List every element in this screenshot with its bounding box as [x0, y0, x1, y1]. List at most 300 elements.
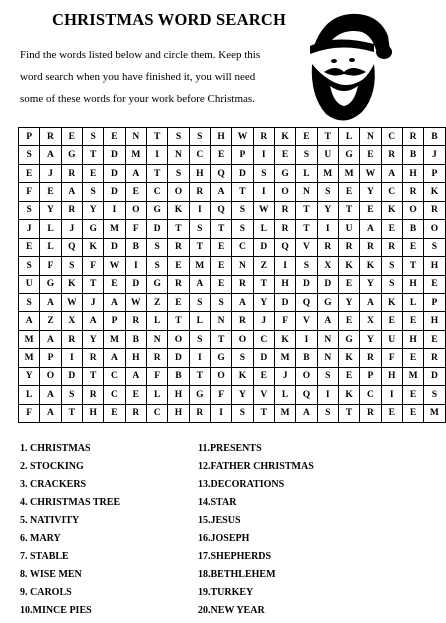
grid-cell[interactable]: L — [189, 312, 210, 330]
grid-cell[interactable]: K — [338, 349, 359, 367]
grid-cell[interactable]: L — [274, 386, 295, 404]
grid-cell[interactable]: P — [40, 349, 61, 367]
grid-cell[interactable]: F — [210, 386, 231, 404]
grid-cell[interactable]: T — [82, 275, 103, 293]
grid-cell[interactable]: B — [125, 330, 146, 348]
grid-cell[interactable]: F — [125, 220, 146, 238]
grid-cell[interactable]: G — [338, 146, 359, 164]
grid-cell[interactable]: Q — [210, 201, 231, 219]
grid-cell[interactable]: R — [40, 128, 61, 146]
grid-cell[interactable]: S — [317, 367, 338, 385]
grid-cell[interactable]: K — [274, 330, 295, 348]
grid-cell[interactable]: A — [19, 312, 40, 330]
grid-cell[interactable]: C — [146, 183, 167, 201]
grid-cell[interactable]: A — [104, 349, 125, 367]
grid-cell[interactable]: E — [424, 330, 445, 348]
grid-cell[interactable]: E — [381, 312, 402, 330]
grid-cell[interactable]: E — [168, 293, 189, 311]
grid-cell[interactable]: R — [168, 238, 189, 256]
grid-cell[interactable]: D — [125, 275, 146, 293]
grid-cell[interactable]: Y — [338, 293, 359, 311]
grid-cell[interactable]: S — [168, 164, 189, 182]
grid-cell[interactable]: Z — [40, 312, 61, 330]
grid-cell[interactable]: Q — [210, 164, 231, 182]
grid-cell[interactable]: J — [253, 312, 274, 330]
grid-cell[interactable]: D — [253, 349, 274, 367]
grid-cell[interactable]: M — [104, 330, 125, 348]
grid-cell[interactable]: T — [317, 128, 338, 146]
grid-cell[interactable]: P — [424, 293, 445, 311]
grid-cell[interactable]: P — [424, 164, 445, 182]
grid-cell[interactable]: S — [381, 275, 402, 293]
grid-cell[interactable]: B — [402, 220, 423, 238]
grid-cell[interactable]: T — [210, 330, 231, 348]
grid-cell[interactable]: H — [402, 275, 423, 293]
grid-cell[interactable]: W — [360, 164, 381, 182]
grid-cell[interactable]: K — [274, 128, 295, 146]
grid-cell[interactable]: O — [402, 201, 423, 219]
grid-cell[interactable]: O — [274, 183, 295, 201]
grid-cell[interactable]: E — [424, 275, 445, 293]
grid-cell[interactable]: H — [189, 164, 210, 182]
grid-cell[interactable]: C — [104, 386, 125, 404]
grid-cell[interactable]: G — [146, 275, 167, 293]
grid-cell[interactable]: U — [19, 275, 40, 293]
grid-cell[interactable]: V — [296, 312, 317, 330]
grid-cell[interactable]: D — [317, 275, 338, 293]
grid-cell[interactable]: N — [317, 330, 338, 348]
grid-cell[interactable]: T — [82, 146, 103, 164]
grid-cell[interactable]: S — [189, 220, 210, 238]
grid-cell[interactable]: D — [232, 164, 253, 182]
grid-cell[interactable]: S — [232, 349, 253, 367]
grid-cell[interactable]: R — [146, 349, 167, 367]
grid-cell[interactable]: R — [360, 349, 381, 367]
grid-cell[interactable]: Y — [232, 386, 253, 404]
grid-cell[interactable]: D — [104, 238, 125, 256]
grid-cell[interactable]: T — [296, 220, 317, 238]
grid-cell[interactable]: T — [61, 404, 82, 422]
grid-cell[interactable]: T — [146, 164, 167, 182]
grid-cell[interactable]: A — [381, 164, 402, 182]
grid-cell[interactable]: E — [381, 220, 402, 238]
grid-cell[interactable]: S — [317, 404, 338, 422]
grid-cell[interactable]: I — [104, 201, 125, 219]
grid-cell[interactable]: S — [19, 146, 40, 164]
grid-cell[interactable]: S — [168, 128, 189, 146]
grid-cell[interactable]: F — [146, 367, 167, 385]
grid-cell[interactable]: Z — [253, 257, 274, 275]
grid-cell[interactable]: C — [189, 146, 210, 164]
grid-cell[interactable]: G — [61, 146, 82, 164]
grid-cell[interactable]: E — [402, 404, 423, 422]
grid-cell[interactable]: B — [168, 367, 189, 385]
grid-cell[interactable]: M — [189, 257, 210, 275]
grid-cell[interactable]: N — [317, 349, 338, 367]
grid-cell[interactable]: E — [296, 128, 317, 146]
grid-cell[interactable]: P — [232, 146, 253, 164]
grid-cell[interactable]: Q — [296, 293, 317, 311]
grid-cell[interactable]: D — [61, 367, 82, 385]
grid-cell[interactable]: E — [61, 128, 82, 146]
grid-cell[interactable]: S — [253, 164, 274, 182]
grid-cell[interactable]: H — [402, 164, 423, 182]
grid-cell[interactable]: N — [168, 146, 189, 164]
grid-cell[interactable]: S — [317, 183, 338, 201]
grid-cell[interactable]: A — [82, 312, 103, 330]
grid-cell[interactable]: L — [402, 293, 423, 311]
grid-cell[interactable]: G — [40, 275, 61, 293]
grid-cell[interactable]: E — [402, 349, 423, 367]
grid-cell[interactable]: I — [317, 386, 338, 404]
grid-cell[interactable]: S — [19, 201, 40, 219]
grid-cell[interactable]: R — [274, 201, 295, 219]
grid-cell[interactable]: G — [274, 164, 295, 182]
grid-cell[interactable]: E — [360, 146, 381, 164]
grid-cell[interactable]: H — [424, 312, 445, 330]
grid-cell[interactable]: C — [360, 386, 381, 404]
grid-cell[interactable]: I — [125, 257, 146, 275]
grid-cell[interactable]: T — [189, 238, 210, 256]
grid-cell[interactable]: K — [424, 183, 445, 201]
grid-cell[interactable]: O — [125, 201, 146, 219]
grid-cell[interactable]: G — [82, 220, 103, 238]
grid-cell[interactable]: U — [381, 330, 402, 348]
grid-cell[interactable]: G — [338, 330, 359, 348]
grid-cell[interactable]: J — [274, 367, 295, 385]
grid-cell[interactable]: M — [274, 404, 295, 422]
grid-cell[interactable]: S — [424, 386, 445, 404]
grid-cell[interactable]: W — [61, 293, 82, 311]
grid-cell[interactable]: E — [360, 201, 381, 219]
grid-cell[interactable]: R — [61, 164, 82, 182]
grid-cell[interactable]: G — [317, 293, 338, 311]
grid-cell[interactable]: R — [338, 238, 359, 256]
grid-cell[interactable]: R — [125, 404, 146, 422]
grid-cell[interactable]: E — [253, 367, 274, 385]
grid-cell[interactable]: W — [125, 293, 146, 311]
grid-cell[interactable]: J — [40, 164, 61, 182]
grid-cell[interactable]: A — [360, 293, 381, 311]
grid-cell[interactable]: L — [338, 128, 359, 146]
grid-cell[interactable]: A — [40, 330, 61, 348]
grid-cell[interactable]: S — [232, 201, 253, 219]
grid-cell[interactable]: K — [168, 201, 189, 219]
grid-cell[interactable]: M — [317, 164, 338, 182]
grid-cell[interactable]: W — [232, 128, 253, 146]
grid-cell[interactable]: M — [19, 330, 40, 348]
grid-cell[interactable]: E — [168, 257, 189, 275]
grid-cell[interactable]: L — [146, 386, 167, 404]
grid-cell[interactable]: H — [424, 257, 445, 275]
grid-cell[interactable]: T — [146, 128, 167, 146]
grid-cell[interactable]: Y — [317, 201, 338, 219]
grid-cell[interactable]: R — [232, 312, 253, 330]
grid-cell[interactable]: G — [210, 349, 231, 367]
grid-cell[interactable]: O — [168, 183, 189, 201]
grid-cell[interactable]: I — [61, 349, 82, 367]
grid-cell[interactable]: A — [40, 146, 61, 164]
grid-cell[interactable]: A — [40, 293, 61, 311]
grid-cell[interactable]: R — [189, 183, 210, 201]
grid-cell[interactable]: E — [19, 164, 40, 182]
grid-cell[interactable]: T — [402, 257, 423, 275]
grid-cell[interactable]: D — [104, 146, 125, 164]
grid-cell[interactable]: N — [210, 312, 231, 330]
grid-cell[interactable]: Y — [360, 183, 381, 201]
grid-cell[interactable]: R — [317, 238, 338, 256]
grid-cell[interactable]: E — [402, 312, 423, 330]
grid-cell[interactable]: P — [104, 312, 125, 330]
grid-cell[interactable]: Y — [82, 201, 103, 219]
grid-cell[interactable]: R — [381, 238, 402, 256]
grid-cell[interactable]: A — [296, 404, 317, 422]
grid-cell[interactable]: E — [104, 404, 125, 422]
grid-cell[interactable]: I — [296, 330, 317, 348]
grid-cell[interactable]: D — [424, 367, 445, 385]
grid-cell[interactable]: D — [168, 349, 189, 367]
grid-cell[interactable]: T — [338, 201, 359, 219]
grid-cell[interactable]: E — [274, 146, 295, 164]
grid-cell[interactable]: H — [125, 349, 146, 367]
grid-cell[interactable]: L — [40, 220, 61, 238]
grid-cell[interactable]: J — [424, 146, 445, 164]
grid-cell[interactable]: F — [381, 349, 402, 367]
grid-cell[interactable]: T — [296, 201, 317, 219]
grid-cell[interactable]: D — [146, 220, 167, 238]
grid-cell[interactable]: H — [402, 330, 423, 348]
grid-cell[interactable]: R — [253, 128, 274, 146]
grid-cell[interactable]: M — [19, 349, 40, 367]
grid-cell[interactable]: M — [338, 164, 359, 182]
grid-cell[interactable]: S — [189, 128, 210, 146]
grid-cell[interactable]: B — [296, 349, 317, 367]
grid-cell[interactable]: Q — [61, 238, 82, 256]
grid-cell[interactable]: X — [360, 312, 381, 330]
grid-cell[interactable]: F — [19, 404, 40, 422]
grid-cell[interactable]: M — [104, 220, 125, 238]
grid-cell[interactable]: N — [146, 330, 167, 348]
grid-cell[interactable]: S — [146, 238, 167, 256]
grid-cell[interactable]: K — [338, 257, 359, 275]
grid-cell[interactable]: E — [338, 183, 359, 201]
grid-cell[interactable]: E — [104, 275, 125, 293]
grid-cell[interactable]: O — [168, 330, 189, 348]
grid-cell[interactable]: S — [61, 386, 82, 404]
grid-cell[interactable]: S — [296, 257, 317, 275]
grid-cell[interactable]: R — [274, 220, 295, 238]
grid-cell[interactable]: P — [19, 128, 40, 146]
grid-cell[interactable]: C — [381, 128, 402, 146]
grid-cell[interactable]: E — [82, 164, 103, 182]
grid-cell[interactable]: T — [189, 367, 210, 385]
grid-cell[interactable]: J — [82, 293, 103, 311]
grid-cell[interactable]: E — [338, 367, 359, 385]
grid-cell[interactable]: H — [381, 367, 402, 385]
grid-cell[interactable]: S — [82, 183, 103, 201]
grid-cell[interactable]: I — [253, 183, 274, 201]
grid-cell[interactable]: Y — [360, 330, 381, 348]
grid-cell[interactable]: T — [253, 404, 274, 422]
grid-cell[interactable]: A — [40, 386, 61, 404]
grid-cell[interactable]: S — [82, 128, 103, 146]
grid-cell[interactable]: K — [82, 238, 103, 256]
grid-cell[interactable]: E — [210, 257, 231, 275]
grid-cell[interactable]: C — [253, 330, 274, 348]
grid-cell[interactable]: R — [424, 201, 445, 219]
grid-cell[interactable]: R — [189, 404, 210, 422]
grid-cell[interactable]: S — [210, 293, 231, 311]
grid-cell[interactable]: G — [146, 201, 167, 219]
grid-cell[interactable]: U — [317, 146, 338, 164]
grid-cell[interactable]: E — [19, 238, 40, 256]
grid-cell[interactable]: E — [338, 275, 359, 293]
grid-cell[interactable]: O — [296, 367, 317, 385]
grid-cell[interactable]: B — [125, 238, 146, 256]
grid-cell[interactable]: N — [296, 183, 317, 201]
grid-cell[interactable]: Y — [360, 275, 381, 293]
grid-cell[interactable]: E — [402, 238, 423, 256]
grid-cell[interactable]: K — [360, 257, 381, 275]
grid-cell[interactable]: E — [40, 183, 61, 201]
grid-cell[interactable]: N — [125, 128, 146, 146]
grid-cell[interactable]: I — [210, 404, 231, 422]
grid-cell[interactable]: A — [210, 183, 231, 201]
grid-cell[interactable]: H — [168, 386, 189, 404]
grid-cell[interactable]: R — [360, 238, 381, 256]
grid-cell[interactable]: T — [210, 220, 231, 238]
grid-cell[interactable]: O — [424, 220, 445, 238]
grid-cell[interactable]: H — [210, 128, 231, 146]
grid-cell[interactable]: I — [381, 386, 402, 404]
grid-cell[interactable]: A — [125, 367, 146, 385]
grid-cell[interactable]: K — [338, 386, 359, 404]
grid-cell[interactable]: T — [232, 183, 253, 201]
grid-cell[interactable]: T — [82, 367, 103, 385]
grid-cell[interactable]: H — [82, 404, 103, 422]
grid-cell[interactable]: K — [232, 367, 253, 385]
grid-cell[interactable]: L — [146, 312, 167, 330]
grid-cell[interactable]: J — [61, 220, 82, 238]
grid-cell[interactable]: Y — [19, 367, 40, 385]
grid-cell[interactable]: A — [125, 164, 146, 182]
grid-cell[interactable]: B — [402, 146, 423, 164]
grid-cell[interactable]: S — [61, 257, 82, 275]
grid-cell[interactable]: H — [274, 275, 295, 293]
grid-cell[interactable]: M — [125, 146, 146, 164]
grid-cell[interactable]: K — [61, 275, 82, 293]
grid-cell[interactable]: V — [253, 386, 274, 404]
grid-cell[interactable]: S — [296, 146, 317, 164]
grid-cell[interactable]: S — [19, 293, 40, 311]
grid-cell[interactable]: O — [210, 367, 231, 385]
grid-cell[interactable]: M — [424, 404, 445, 422]
grid-cell[interactable]: D — [104, 164, 125, 182]
grid-cell[interactable]: L — [296, 164, 317, 182]
grid-cell[interactable]: R — [82, 386, 103, 404]
grid-cell[interactable]: G — [189, 386, 210, 404]
grid-cell[interactable]: E — [125, 183, 146, 201]
grid-cell[interactable]: T — [338, 404, 359, 422]
grid-cell[interactable]: R — [61, 330, 82, 348]
grid-cell[interactable]: I — [317, 220, 338, 238]
grid-cell[interactable]: Z — [146, 293, 167, 311]
grid-cell[interactable]: R — [381, 146, 402, 164]
grid-cell[interactable]: C — [232, 238, 253, 256]
grid-cell[interactable]: D — [296, 275, 317, 293]
grid-cell[interactable]: S — [232, 404, 253, 422]
grid-cell[interactable]: E — [381, 404, 402, 422]
grid-cell[interactable]: E — [104, 128, 125, 146]
grid-cell[interactable]: B — [424, 128, 445, 146]
grid-cell[interactable]: S — [232, 220, 253, 238]
grid-cell[interactable]: I — [274, 257, 295, 275]
grid-cell[interactable]: M — [274, 349, 295, 367]
grid-cell[interactable]: K — [381, 293, 402, 311]
grid-cell[interactable]: U — [338, 220, 359, 238]
grid-cell[interactable]: M — [402, 367, 423, 385]
grid-cell[interactable]: I — [146, 146, 167, 164]
grid-cell[interactable]: Q — [274, 238, 295, 256]
grid-cell[interactable]: R — [125, 312, 146, 330]
grid-cell[interactable]: Q — [296, 386, 317, 404]
grid-cell[interactable]: S — [189, 293, 210, 311]
grid-cell[interactable]: I — [189, 349, 210, 367]
grid-cell[interactable]: T — [253, 275, 274, 293]
grid-cell[interactable]: R — [402, 128, 423, 146]
grid-cell[interactable]: R — [360, 404, 381, 422]
grid-cell[interactable]: L — [19, 386, 40, 404]
grid-cell[interactable]: R — [232, 275, 253, 293]
grid-cell[interactable]: S — [189, 330, 210, 348]
grid-cell[interactable]: R — [402, 183, 423, 201]
grid-cell[interactable]: H — [168, 404, 189, 422]
grid-cell[interactable]: T — [168, 220, 189, 238]
grid-cell[interactable]: E — [338, 312, 359, 330]
grid-cell[interactable]: F — [19, 183, 40, 201]
grid-cell[interactable]: A — [104, 293, 125, 311]
grid-cell[interactable]: L — [253, 220, 274, 238]
grid-cell[interactable]: C — [104, 367, 125, 385]
grid-cell[interactable]: V — [296, 238, 317, 256]
grid-cell[interactable]: P — [360, 367, 381, 385]
grid-cell[interactable]: E — [210, 238, 231, 256]
grid-cell[interactable]: Y — [40, 201, 61, 219]
grid-cell[interactable]: C — [146, 404, 167, 422]
grid-cell[interactable]: R — [168, 275, 189, 293]
grid-cell[interactable]: X — [61, 312, 82, 330]
grid-cell[interactable]: A — [61, 183, 82, 201]
grid-cell[interactable]: O — [232, 330, 253, 348]
grid-cell[interactable]: D — [104, 183, 125, 201]
grid-cell[interactable]: W — [253, 201, 274, 219]
grid-cell[interactable]: E — [210, 275, 231, 293]
grid-cell[interactable]: S — [424, 238, 445, 256]
grid-cell[interactable]: S — [146, 257, 167, 275]
grid-cell[interactable]: E — [125, 386, 146, 404]
grid-cell[interactable]: C — [381, 183, 402, 201]
grid-cell[interactable]: F — [274, 312, 295, 330]
grid-cell[interactable]: E — [210, 146, 231, 164]
grid-cell[interactable]: W — [104, 257, 125, 275]
grid-cell[interactable]: S — [381, 257, 402, 275]
grid-cell[interactable]: A — [189, 275, 210, 293]
grid-cell[interactable]: R — [61, 201, 82, 219]
grid-cell[interactable]: Y — [82, 330, 103, 348]
grid-cell[interactable]: F — [40, 257, 61, 275]
grid-cell[interactable]: A — [232, 293, 253, 311]
grid-cell[interactable]: D — [253, 238, 274, 256]
